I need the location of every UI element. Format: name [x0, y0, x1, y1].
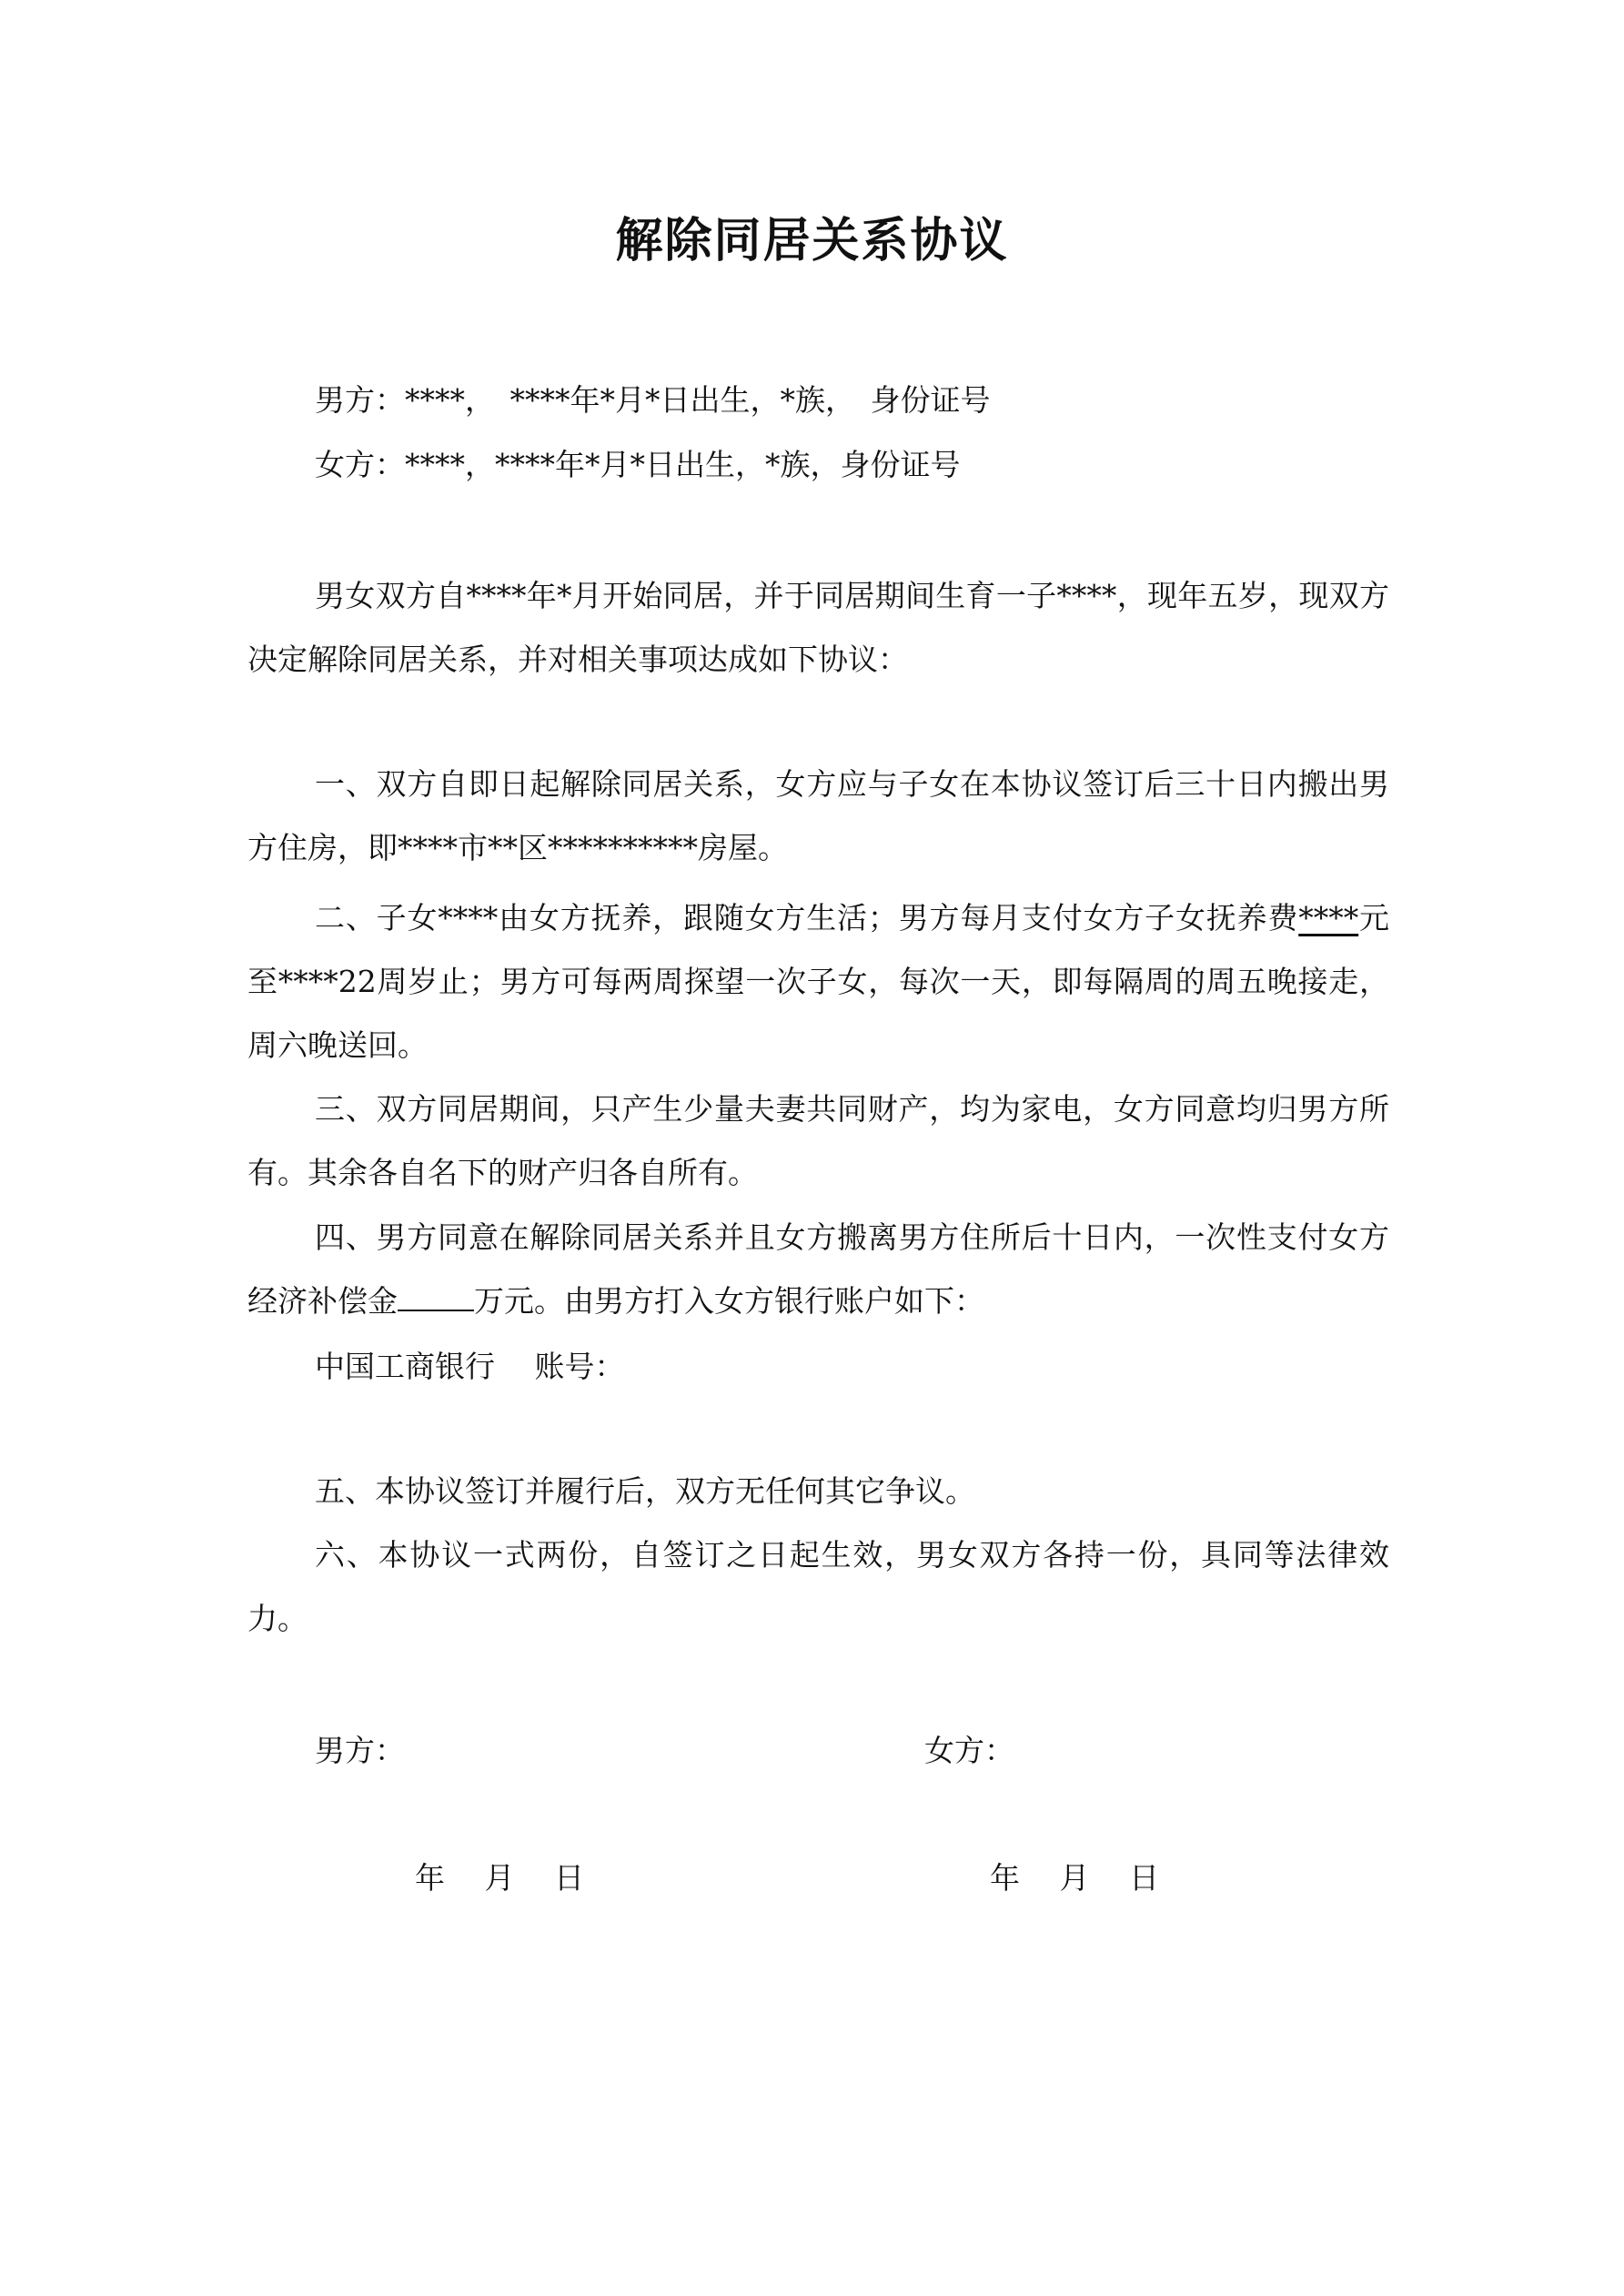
female-party-line: 女方：****，****年*月*日出生，*族，身份证号 — [315, 447, 961, 482]
clause-2-text-b: 元至****22周岁止；男方可每两周探望一次子女，每次一天，即每隔周的周五晚接走，周六晚送回。 — [247, 900, 1389, 1063]
clause-5: 五、本协议签订并履行后，双方无任何其它争议。 — [315, 1473, 975, 1509]
document-title: 解除同居关系协议 — [615, 214, 1009, 268]
male-party-line: 男方：****， ****年*月*日出生，*族， 身份证号 — [315, 382, 991, 418]
male-signature-date: 年 月 日 — [415, 1860, 584, 1896]
clause-1: 一、双方自即日起解除同居关系，女方应与子女在本协议签订后三十日内搬出男方住房，即****市**区**********房屋。 — [247, 766, 1389, 865]
clause-4 — [247, 1206, 1389, 1333]
clause-4-text-a: 四、男方同意在解除同居关系并且女方搬离男方住所后十日内，一次性支付女方经济补偿金 — [247, 1219, 1389, 1319]
compensation-blank — [398, 1282, 474, 1311]
male-signature-label: 男方： — [315, 1733, 405, 1768]
female-signature-date: 年 月 日 — [990, 1860, 1159, 1896]
clause-6: 六、本协议一式两份，自签订之日起生效，男女双方各持一份，具同等法律效力。 — [247, 1537, 1389, 1636]
clause-2-text-a: 二、子女****由女方抚养，跟随女方生活；男方每月支付女方子女抚养费 — [315, 900, 1299, 936]
bank-account-line: 中国工商银行 账号： — [315, 1349, 625, 1384]
child-support-amount: **** — [1298, 900, 1359, 936]
female-signature-label: 女方： — [924, 1733, 1014, 1768]
intro-paragraph: 男女双方自****年*月开始同居，并于同居期间生育一子****，现年五岁，现双方决定解除同居关系，并对相关事项达成如下协议： — [247, 578, 1389, 677]
clause-4-text-b: 万元。由男方打入女方银行账户如下： — [474, 1283, 984, 1319]
clause-2 — [247, 886, 1389, 1077]
clause-3: 三、双方同居期间，只产生少量夫妻共同财产，均为家电，女方同意均归男方所有。其余各自名下的财产归各自所有。 — [247, 1091, 1389, 1190]
